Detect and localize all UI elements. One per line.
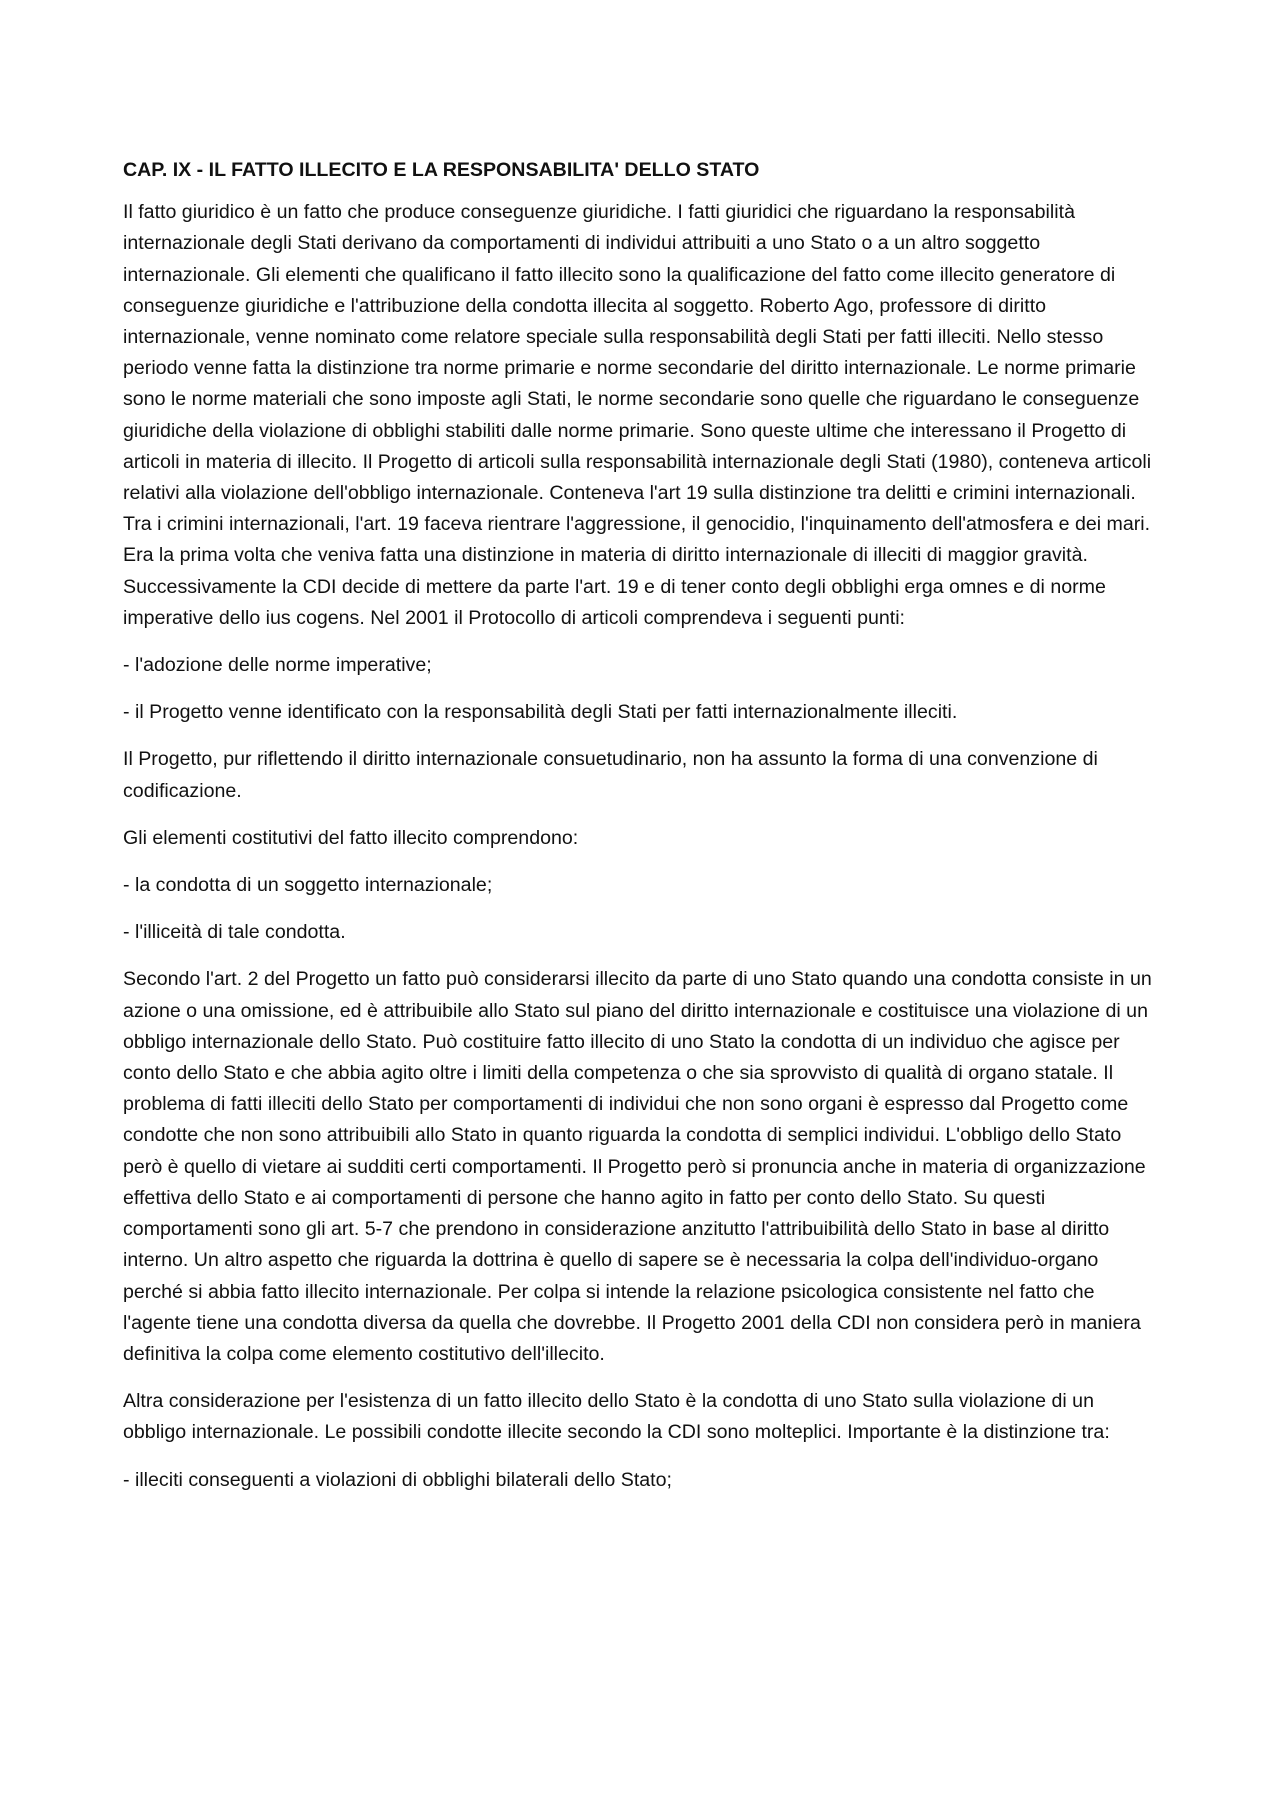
paragraph-progetto-forma: Il Progetto, pur riflettendo il diritto internazionale consuetudinario, non ha assunto la forma di una convenzione di codificazione. xyxy=(123,748,1098,802)
paragraph-art-2: Secondo l'art. 2 del Progetto un fatto può considerarsi illecito da parte di uno Stato quando una condotta consiste in un azione o una omissione, ed è attribuibile allo Stato sul piano del diritto internazionale e costituisce una violazione di un obbligo internazionale dello Stato. Può costituire fatto illecito di uno Stato la condotta di un individuo che agisce per conto dello Stato e che abbia agito oltre i limiti della competenza o che sia sprovvisto di qualità di organo statale. Il problema di fatti illeciti dello Stato per comportamenti di individui che non sono organi è espresso dal Progetto come condotte che non sono attribuibili allo Stato in quanto riguarda la condotta di semplici individui. L'obbligo dello Stato però è quello di vietare ai sudditi certi comportamenti. Il Progetto però si pronuncia anche in materia di organizzazione effettiva dello Stato e ai comportamenti di persone che hanno agito in fatto per conto dello Stato. Su questi comportamenti sono gli art. 5-7 che prendono in considerazione anzitutto l'attribuibilità dello Stato in base al diritto interno. Un altro aspetto che riguarda la dottrina è quello di sapere se è necessaria la colpa dell'individuo-organo perché si abbia fatto illecito internazionale. Per colpa si intende la relazione psicologica consistente nel fatto che l'agente tiene una condotta diversa da quella che dovrebbe. Il Progetto 2001 della CDI non considera però in maniera definitiva la colpa come elemento costitutivo dell'illecito. xyxy=(123,968,1152,1365)
list-item-progetto-identificato: - il Progetto venne identificato con la responsabilità degli Stati per fatti internazionalmente illeciti. xyxy=(123,701,958,724)
paragraph-elementi-costitutivi: Gli elementi costitutivi del fatto illecito comprendono: xyxy=(123,826,579,849)
list-item-obblighi-bilaterali: - illeciti conseguenti a violazioni di obblighi bilaterali dello Stato; xyxy=(123,1468,672,1491)
list-item-norme-imperative: - l'adozione delle norme imperative; xyxy=(123,654,432,677)
list-item-illiceita: - l'illiceità di tale condotta. xyxy=(123,921,346,944)
chapter-title: CAP. IX - IL FATTO ILLECITO E LA RESPONSABILITA' DELLO STATO xyxy=(123,159,760,181)
paragraph-intro: Il fatto giuridico è un fatto che produce conseguenze giuridiche. I fatti giuridici che riguardano la responsabilità internazionale degli Stati derivano da comportamenti di individui attribuiti a uno Stato o a un altro soggetto internazionale. Gli elementi che qualificano il fatto illecito sono la qualificazione del fatto come illecito generatore di conseguenze giuridiche e l'attribuzione della condotta illecita al soggetto. Roberto Ago, professore di diritto internazionale, venne nominato come relatore speciale sulla responsabilità degli Stati per fatti illeciti. Nello stesso periodo venne fatta la distinzione tra norme primarie e norme secondarie del diritto internazionale. Le norme primarie sono le norme materiali che sono imposte agli Stati, le norme secondarie sono quelle che riguardano le conseguenze giuridiche della violazione di obblighi stabiliti dalle norme primarie. Sono queste ultime che interessano il Progetto di articoli in materia di illecito. Il Progetto di articoli sulla responsabilità internazionale degli Stati (1980), conteneva articoli relativi alla violazione dell'obbligo internazionale. Conteneva l'art 19 sulla distinzione tra delitti e crimini internazionali. Tra i crimini internazionali, l'art. 19 faceva rientrare l'aggressione, il genocidio, l'inquinamento dell'atmosfera e dei mari. Era la prima volta che veniva fatta una distinzione in materia di diritto internazionale di illeciti di maggior gravità. Successivamente la CDI decide di mettere da parte l'art. 19 e di tener conto degli obblighi erga omnes e di norme imperative dello ius cogens. Nel 2001 il Protocollo di articoli comprendeva i seguenti punti: xyxy=(123,201,1152,629)
paragraph-altra-considerazione: Altra considerazione per l'esistenza di un fatto illecito dello Stato è la condotta di uno Stato sulla violazione di un obbligo internazionale. Le possibili condotte illecite secondo la CDI sono molteplici. Importante è la distinzione tra: xyxy=(123,1390,1110,1444)
list-item-condotta: - la condotta di un soggetto internazionale; xyxy=(123,874,493,897)
